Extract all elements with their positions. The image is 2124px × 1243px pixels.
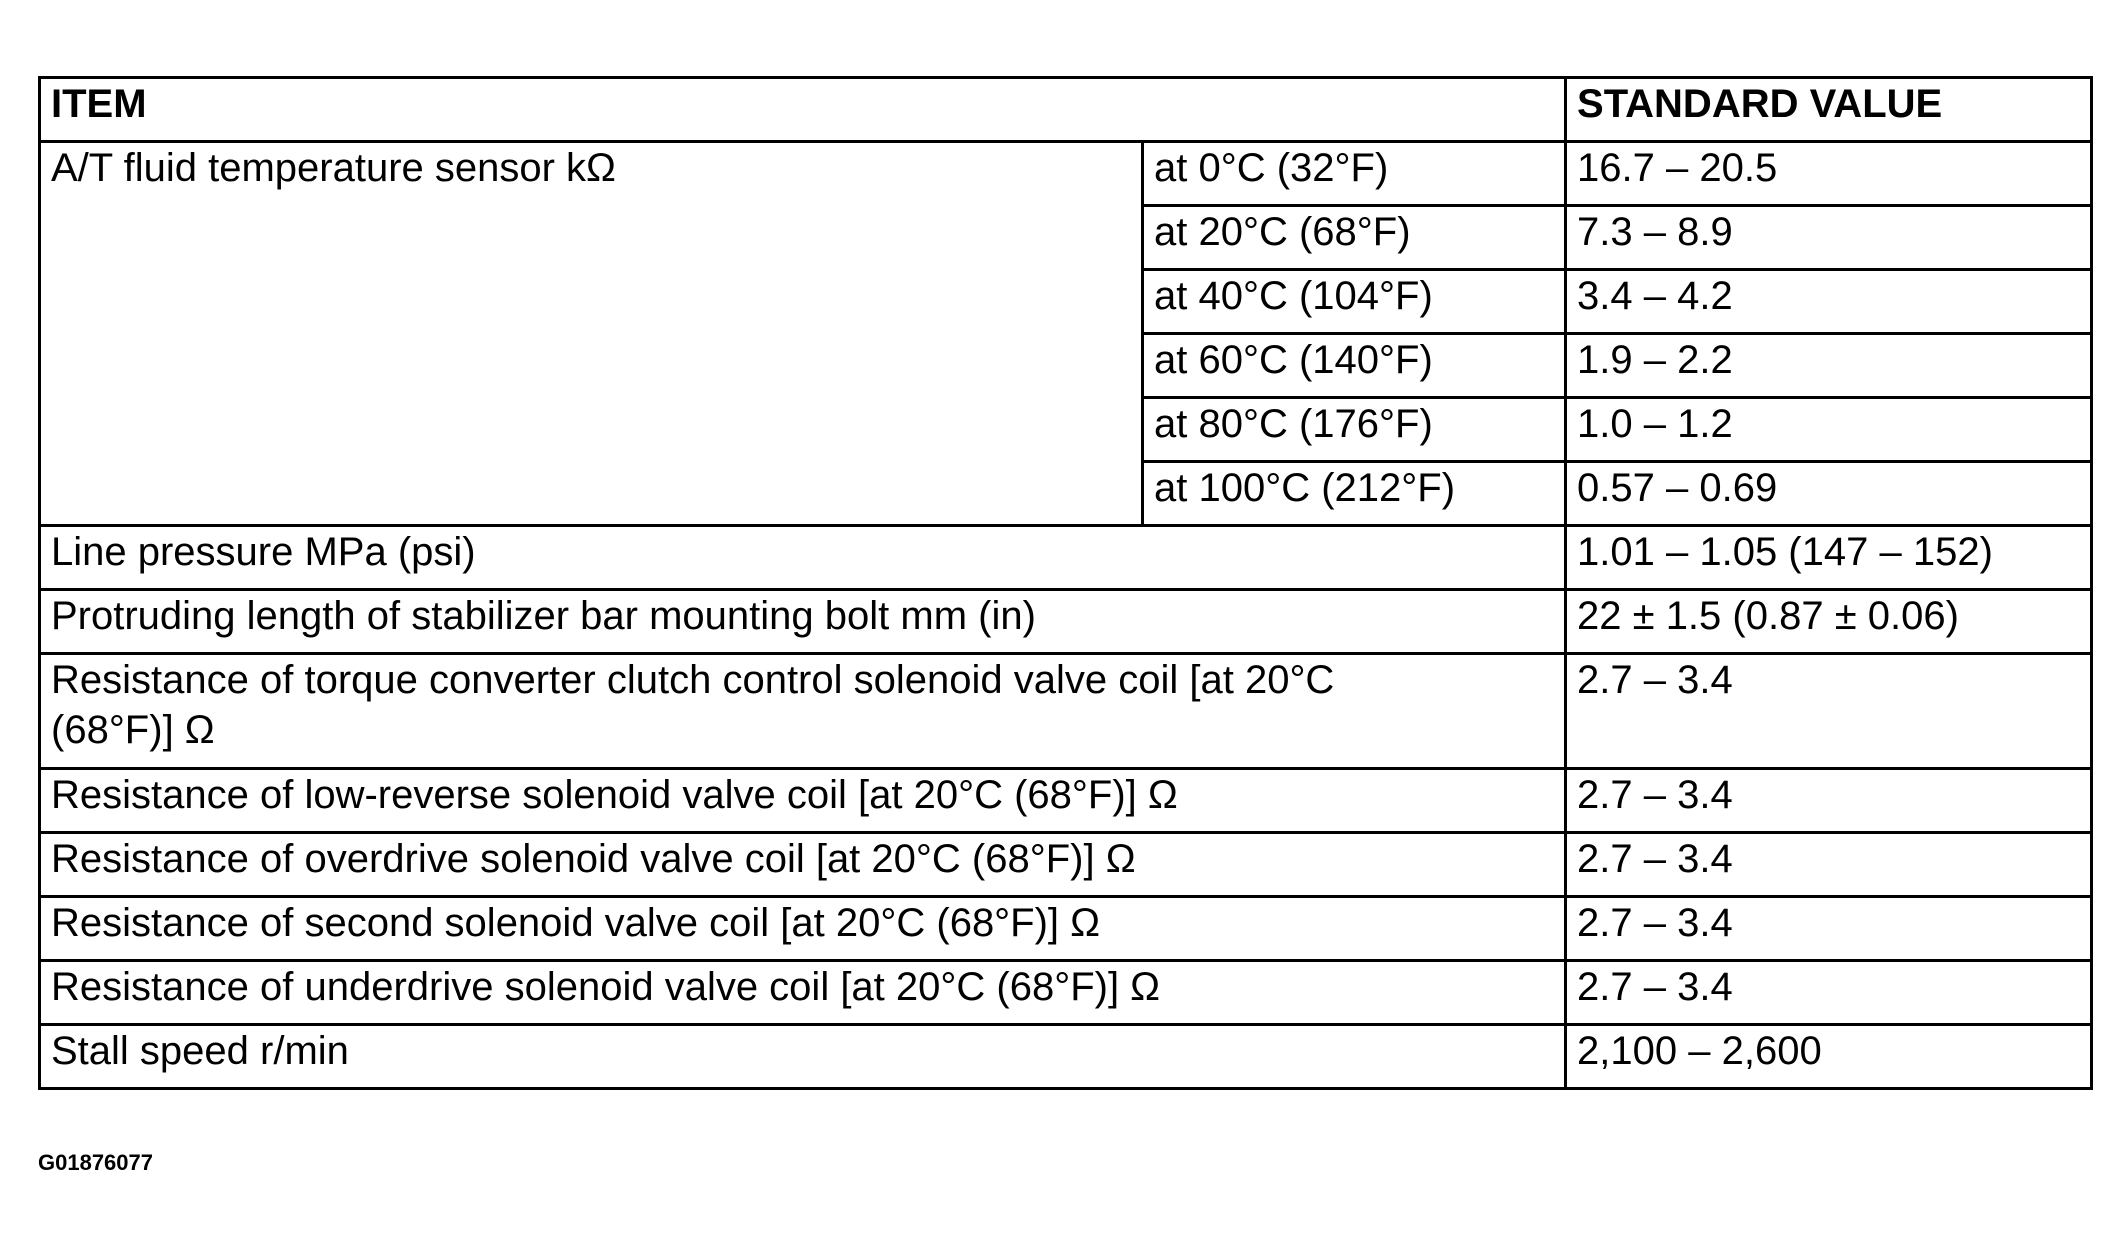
sensor-condition: at 100°C (212°F) bbox=[1143, 462, 1566, 526]
item-label: Stall speed r/min bbox=[40, 1025, 1566, 1089]
item-label: Resistance of underdrive solenoid valve coil [at 20°C (68°F)] Ω bbox=[40, 961, 1566, 1025]
item-label-line1: Resistance of torque converter clutch control solenoid valve coil [at 20°C bbox=[51, 658, 1335, 702]
sensor-item-label: A/T fluid temperature sensor kΩ bbox=[40, 142, 1143, 526]
item-label: Resistance of overdrive solenoid valve coil [at 20°C (68°F)] Ω bbox=[40, 833, 1566, 897]
table-row bbox=[40, 590, 2092, 654]
sensor-value: 0.57 – 0.69 bbox=[1566, 462, 2092, 526]
table-row bbox=[40, 142, 2092, 206]
item-value: 2.7 – 3.4 bbox=[1566, 769, 2092, 833]
sensor-condition: at 80°C (176°F) bbox=[1143, 398, 1566, 462]
sensor-value: 3.4 – 4.2 bbox=[1566, 270, 2092, 334]
table-row bbox=[40, 897, 2092, 961]
sensor-value: 1.0 – 1.2 bbox=[1566, 398, 2092, 462]
table-row bbox=[40, 833, 2092, 897]
item-label-line2: (68°F)] Ω bbox=[51, 708, 215, 752]
sensor-value: 16.7 – 20.5 bbox=[1566, 142, 2092, 206]
sensor-condition: at 40°C (104°F) bbox=[1143, 270, 1566, 334]
item-value: 1.01 – 1.05 (147 – 152) bbox=[1566, 526, 2092, 590]
item-value: 2.7 – 3.4 bbox=[1566, 654, 2092, 769]
sensor-value: 7.3 – 8.9 bbox=[1566, 206, 2092, 270]
item-label: Protruding length of stabilizer bar mounting bolt mm (in) bbox=[40, 590, 1566, 654]
item-label: Line pressure MPa (psi) bbox=[40, 526, 1566, 590]
item-value: 2,100 – 2,600 bbox=[1566, 1025, 2092, 1089]
header-row bbox=[40, 78, 2092, 142]
item-value: 2.7 – 3.4 bbox=[1566, 833, 2092, 897]
sensor-condition: at 20°C (68°F) bbox=[1143, 206, 1566, 270]
figure-id: G01876077 bbox=[38, 1150, 153, 1175]
item-label: Resistance of low-reverse solenoid valve coil [at 20°C (68°F)] Ω bbox=[40, 769, 1566, 833]
table-row bbox=[40, 769, 2092, 833]
item-label: Resistance of second solenoid valve coil [at 20°C (68°F)] Ω bbox=[40, 897, 1566, 961]
item-value: 22 ± 1.5 (0.87 ± 0.06) bbox=[1566, 590, 2092, 654]
table-row bbox=[40, 526, 2092, 590]
sensor-condition: at 60°C (140°F) bbox=[1143, 334, 1566, 398]
specifications-table bbox=[38, 76, 2093, 1090]
item-label bbox=[40, 654, 1566, 769]
header-item: ITEM bbox=[40, 78, 1566, 142]
table-row bbox=[40, 1025, 2092, 1089]
sensor-value: 1.9 – 2.2 bbox=[1566, 334, 2092, 398]
header-standard-value: STANDARD VALUE bbox=[1566, 78, 2092, 142]
table-row bbox=[40, 961, 2092, 1025]
item-value: 2.7 – 3.4 bbox=[1566, 897, 2092, 961]
sensor-condition: at 0°C (32°F) bbox=[1143, 142, 1566, 206]
item-value: 2.7 – 3.4 bbox=[1566, 961, 2092, 1025]
table-row bbox=[40, 654, 2092, 769]
